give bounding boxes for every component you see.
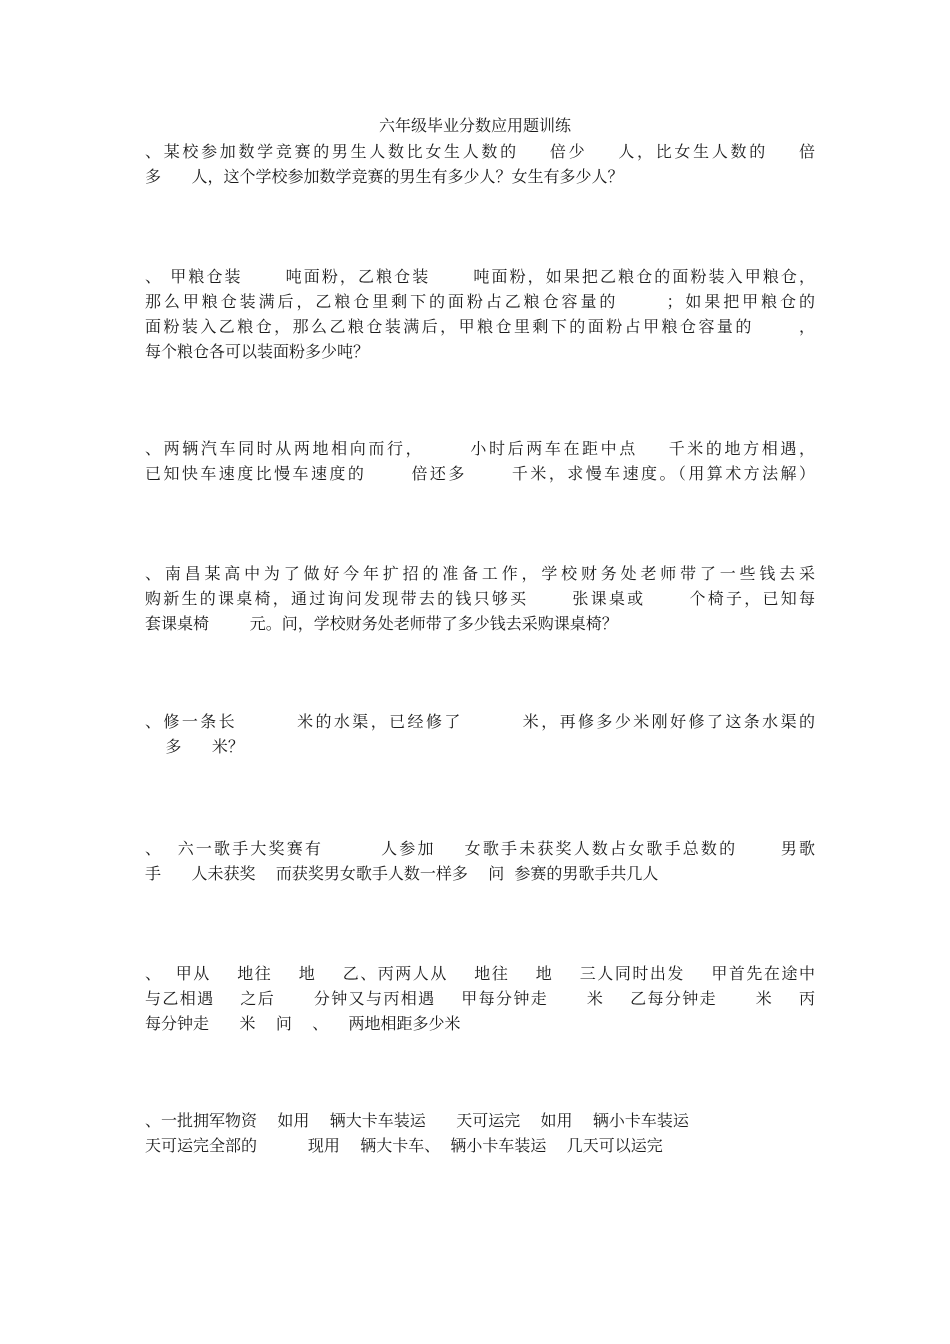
problem-8 bbox=[145, 1108, 815, 1158]
problem-1 bbox=[145, 139, 815, 189]
problem-line: 、修一条长 米的水渠，已经修了 米，再修多少米刚好修了这条水渠的 bbox=[145, 712, 815, 731]
problem-6 bbox=[145, 836, 815, 886]
problem-line: 每个粮仓各可以装面粉多少吨？ bbox=[145, 342, 370, 361]
problem-line: 手 人未获奖 而获奖男女歌手人数一样多 问 参赛的男歌手共几人 bbox=[145, 864, 659, 883]
problem-4 bbox=[145, 561, 815, 636]
problem-line: 与乙相遇 之后 分钟又与丙相遇 甲每分钟走 米 乙每分钟走 米 丙 bbox=[145, 989, 815, 1008]
problem-line: 每分钟走 米 问 、 两地相距多少米 bbox=[145, 1014, 461, 1033]
problem-line: 多 米？ bbox=[145, 737, 244, 756]
problem-line: 、两辆汽车同时从两地相向而行， 小时后两车在距中点 千米的地方相遇， bbox=[145, 439, 815, 458]
problem-line: 、 甲粮仓装 吨面粉，乙粮仓装 吨面粉，如果把乙粮仓的面粉装入甲粮仓， bbox=[145, 267, 815, 286]
problem-line: 多 人，这个学校参加数学竞赛的男生有多少人？女生有多少人？ bbox=[145, 167, 624, 186]
problem-line: 、 六一歌手大奖赛有 人参加 女歌手未获奖人数占女歌手总数的 男歌 bbox=[145, 839, 815, 858]
problem-line: 那么甲粮仓装满后，乙粮仓里剩下的面粉占乙粮仓容量的 ；如果把甲粮仓的 bbox=[145, 292, 815, 311]
problem-line: 已知快车速度比慢车速度的 倍还多 千米，求慢车速度。（用算术方法解） bbox=[145, 464, 815, 483]
problem-7 bbox=[145, 961, 815, 1036]
problem-5 bbox=[145, 709, 815, 759]
problem-3 bbox=[145, 436, 815, 486]
problem-line: 、某校参加数学竞赛的男生人数比女生人数的 倍少 人，比女生人数的 倍 bbox=[145, 142, 815, 161]
problem-line: 面粉装入乙粮仓，那么乙粮仓装满后，甲粮仓里剩下的面粉占甲粮仓容量的 ， bbox=[145, 317, 815, 336]
problem-2 bbox=[145, 264, 815, 364]
document-title: 六年级毕业分数应用题训练 bbox=[378, 116, 571, 135]
problem-line: 、南昌某高中为了做好今年扩招的准备工作，学校财务处老师带了一些钱去采 bbox=[145, 564, 815, 583]
problem-line: 天可运完全部的 现用 辆大卡车、 辆小卡车装运 几天可以运完 bbox=[145, 1136, 663, 1155]
problem-line: 、一批拥军物资 如用 辆大卡车装运 天可运完 如用 辆小卡车装运 bbox=[145, 1111, 689, 1130]
problem-line: 套课桌椅 元。问，学校财务处老师带了多少钱去采购课桌椅？ bbox=[145, 614, 618, 633]
problem-line: 购新生的课桌椅，通过询问发现带去的钱只够买 张课桌或 个椅子，已知每 bbox=[145, 589, 815, 608]
problem-line: 、 甲从 地往 地 乙、丙两人从 地往 地 三人同时出发 甲首先在途中 bbox=[145, 964, 815, 983]
